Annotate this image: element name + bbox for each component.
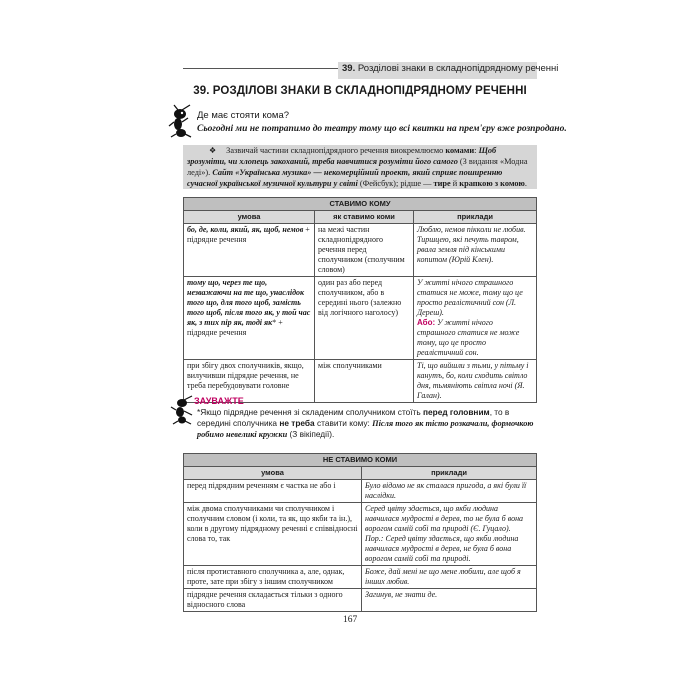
- note-bold: не треба: [279, 418, 315, 428]
- rule-example-2: Сайт «Українська музика» — некомерційний проект, який сприяє поширенню сучасної української музичної культури у світі: [187, 168, 503, 188]
- column-header: як ставимо коми: [315, 211, 414, 224]
- example-cell: [414, 277, 537, 360]
- note-text: Якщо підрядне речення зі складеним сполучником стоїть: [200, 407, 421, 417]
- page-number: 167: [343, 615, 358, 625]
- condition-conjunctions: бо, де, коли, який, як, щоб, немов: [187, 225, 304, 234]
- rule-box: [183, 145, 537, 189]
- table-title: СТАВИМО КОМУ: [184, 198, 537, 211]
- example-cell: Було відомо не як сталася пригода, а які були її наслідки.: [362, 480, 537, 503]
- example-cell: [362, 503, 537, 566]
- ant-pointer-icon: [170, 395, 196, 425]
- condition-cell: при збігу двох сполучників, якщо, вилучивши підрядне речення, не треба перебудовувати головне: [184, 360, 315, 403]
- condition-cell: після протиставного сполучника а, але, однак, проте, зате при збігу з іншим сполучником: [184, 566, 362, 589]
- table-no-comma: [183, 453, 537, 612]
- condition-cell: підрядне речення складається тільки з одного відносного слова: [184, 589, 362, 612]
- example-text-alt: Пор.: Серед цвіту здається, що якби людина навчилася мудрості в дерев, не була б вона ворогом самій собі та природі.: [365, 534, 519, 563]
- rule-colon: :: [474, 146, 477, 155]
- condition-conjunctions: тому що, через те що, незважаючи на те що, унаслідок того що, для того щоб, замість того щоб, після того як, у той час як, з тих пір як, тоді як: [187, 278, 311, 327]
- condition-cell: [184, 277, 315, 360]
- diamond-icon: ❖: [209, 146, 217, 155]
- condition-cell: перед підрядним реченням є частка не або і: [184, 480, 362, 503]
- how-cell: між сполучниками: [315, 360, 414, 403]
- example-cell: Загинув, не знати де.: [362, 589, 537, 612]
- example-text-alt: У житті нічого страшного статися не може тому, що це просто реалістичний сон.: [417, 318, 520, 357]
- header-text: Розділові знаки в складнопідрядному реченні: [357, 63, 559, 74]
- header-number: 39.: [342, 63, 356, 74]
- note-star: *: [197, 407, 201, 417]
- table-row: [184, 503, 537, 566]
- rule-source-1: (З видання «Модна леді»).: [187, 157, 528, 177]
- table-title: НЕ СТАВИМО КОМИ: [184, 454, 537, 467]
- condition-rest: + підрядне речення: [187, 225, 310, 244]
- note-bold: перед головним: [423, 407, 490, 417]
- rule-end: .: [524, 179, 527, 188]
- rule-and: й: [452, 179, 458, 188]
- table-row: [184, 566, 537, 589]
- example-cell: Боже, дай мені не що мене любили, але щоб я інших любив.: [362, 566, 537, 589]
- example-sentence: Сьогодні ми не потрапимо до театру тому що всі квитки на прем'єру вже розпродано.: [197, 124, 567, 134]
- condition-cell: [184, 224, 315, 277]
- table-row: [184, 224, 537, 277]
- or-label: Або:: [417, 318, 436, 327]
- column-header: умова: [184, 467, 362, 480]
- rule-bold-commas: комами: [445, 146, 475, 155]
- column-header: приклади: [414, 211, 537, 224]
- note-source: (З вікіпедії).: [289, 429, 335, 439]
- note-body: [197, 407, 537, 440]
- running-header: [342, 63, 558, 74]
- how-cell: на межі частин складнопідрядного речення перед сполучником (сполучним словом): [315, 224, 414, 277]
- note-title: ЗАУВАЖТЕ: [194, 396, 244, 406]
- note-text: ставити кому:: [316, 418, 370, 428]
- question-text: Де має стояти кома?: [197, 110, 290, 121]
- table-put-comma: [183, 197, 537, 403]
- table-row: [184, 277, 537, 360]
- column-header: приклади: [362, 467, 537, 480]
- condition-rest: * + підрядне речення: [187, 318, 283, 337]
- example-text: Серед цвіту здається, що якби людина навчилася мудрості в дерев, то не була б вона ворогом самій собі та природі (Є. Гуцало).: [365, 504, 524, 533]
- page-title: 39. РОЗДІЛОВІ ЗНАКИ В СКЛАДНОПІДРЯДНОМУ РЕЧЕННІ: [193, 85, 527, 97]
- table-row: [184, 480, 537, 503]
- example-cell: Ті, що вийшли з тьми, у пітьму і канутъ, бо, коли сходить світло дня, тьмяніють світла ночі (Я. Галан).: [414, 360, 537, 403]
- column-header: умова: [184, 211, 315, 224]
- rule-source-2: (Фейсбук); рідше —: [359, 179, 432, 188]
- example-cell: Люблю, немов пікколи не любив. Тиршцею, які печуть тавром, рвала земля під кінськими копитом (Юрій Клен).: [414, 224, 537, 277]
- example-text: У житті нічого страшного статися не може, тому що це просто реалістичний сон (Л. Дереш).: [417, 278, 523, 317]
- how-cell: один раз або перед сполучником, або в середині нього (залежно від логічного наголосу): [315, 277, 414, 360]
- ant-mascot-icon: [168, 104, 196, 138]
- rule-example-1: Щоб зрозуміти, чи хлопець закоханий, треба навчитися розуміти його самого: [187, 146, 497, 166]
- rule-text-1: Зазвичай частини складнопідрядного речення виокремлюємо: [226, 146, 444, 155]
- condition-cell: між двома сполучниками чи сполучником і сполучним словом (і коли, та як, що якби та ін.), коли в другому підрядному реченні є співвідносні слова то, так: [184, 503, 362, 566]
- note-text: , то в середині сполучника: [197, 407, 510, 428]
- table-row: [184, 589, 537, 612]
- note-example: Після того як тісто розкачали, формочкою робимо невеликі кружки: [197, 419, 534, 439]
- rule-bold-dash: тире: [433, 179, 451, 188]
- rule-bold-semicolon: крапкою з комою: [459, 179, 525, 188]
